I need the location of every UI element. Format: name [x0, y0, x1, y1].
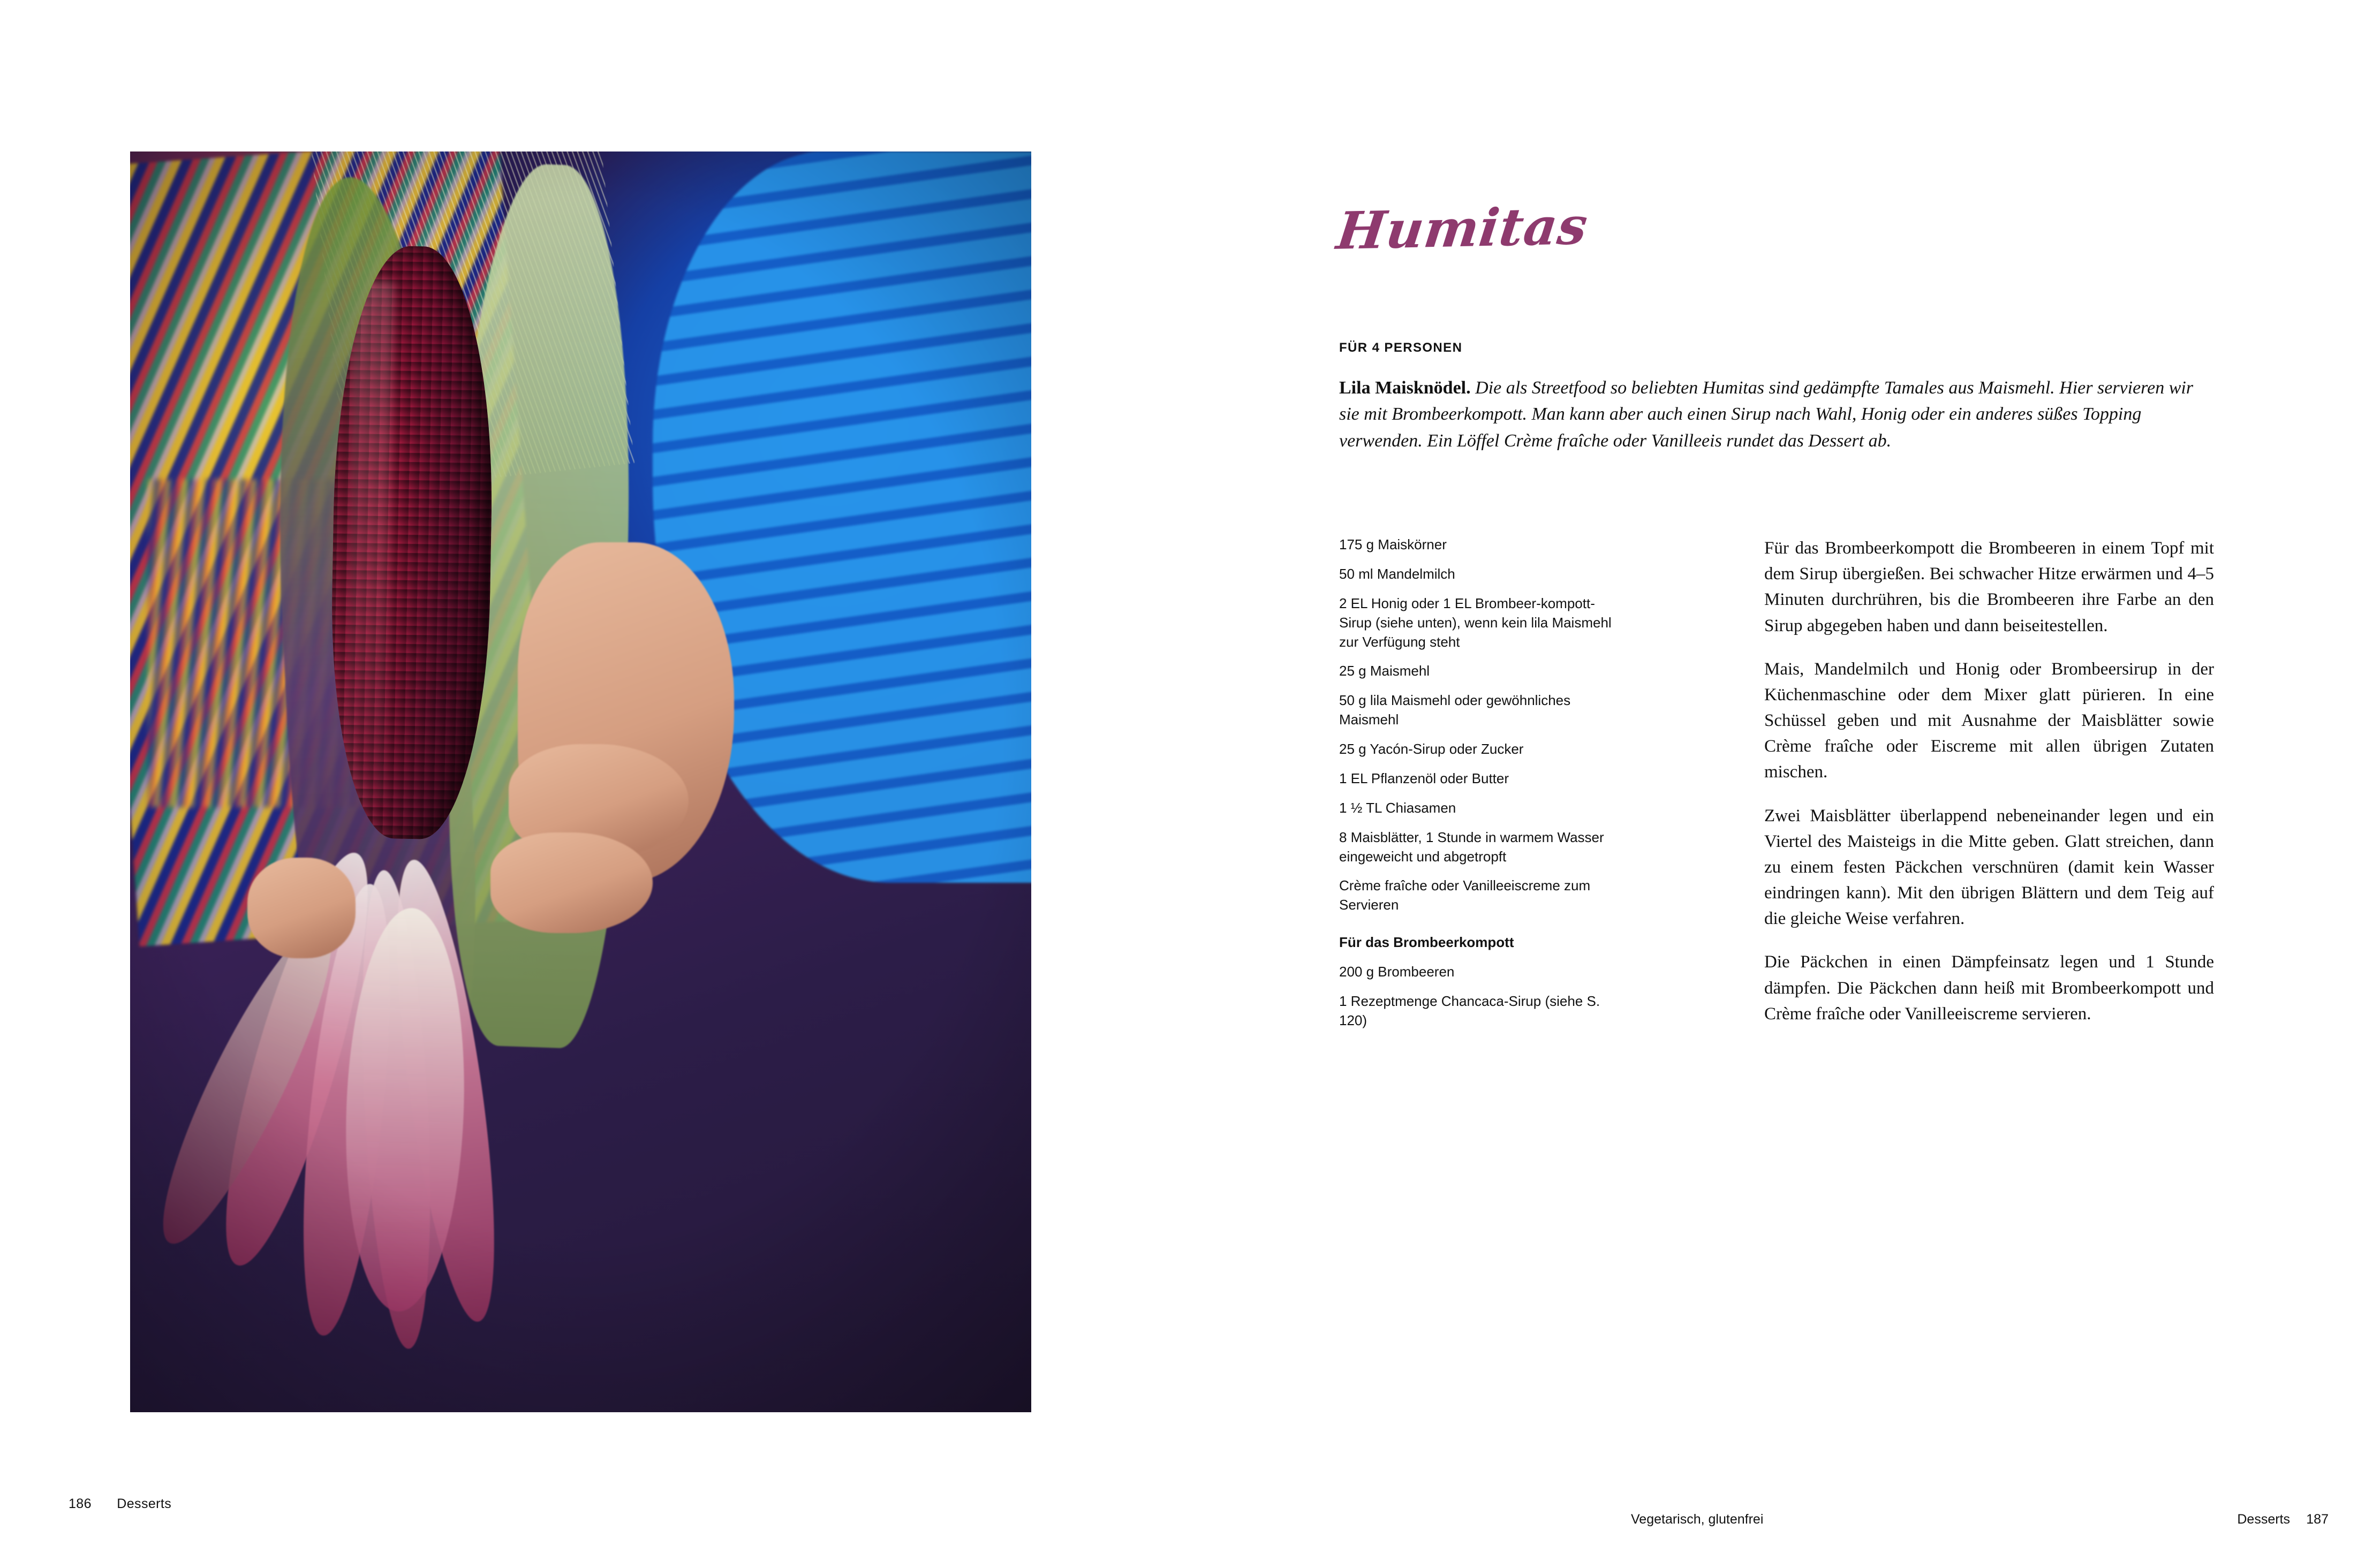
right-page	[1182, 0, 2365, 1568]
ingredient-item: 200 g Brombeeren	[1339, 964, 1455, 980]
ingredient-item: 25 g Yacón-Sirup oder Zucker	[1339, 741, 1524, 757]
recipe-intro	[1339, 375, 2212, 454]
servings-label: FÜR 4 PERSONEN	[1339, 340, 1463, 355]
ingredient-item: 1 ½ TL Chiasamen	[1339, 799, 1456, 816]
method-steps	[1764, 535, 2214, 1044]
method-paragraph: Mais, Mandelmilch und Honig oder Brombeersirup in der Küchenmaschine oder dem Mixer glatt pürieren. In eine Schüssel geben und mit Ausnahme der Maisblätter sowie Crème fraîche oder Eiscreme mit allen übrigen Zutaten mischen.	[1764, 659, 2214, 782]
recipe-intro-body: Die als Streetfood so beliebten Humitas sind gedämpfte Tamales aus Maismehl. Hier servieren wir sie mit Brombeerkompott. Man kann aber auch einen Sirup nach Wahl, Honig oder ein anderes süßes Topping verwenden. Ein Löffel Crème fraîche oder Vanilleeis rundet das Dessert ab.	[1339, 378, 2194, 451]
ingredient-item: 50 ml Mandelmilch	[1339, 565, 1455, 582]
left-page-footer	[69, 1496, 171, 1512]
method-paragraph: Die Päckchen in einen Dämpfeinsatz legen und 1 Stunde dämpfen. Die Päckchen dann heiß mit Brombeerkompott und Crème fraîche oder Vanilleeiscreme servieren.	[1764, 952, 2214, 1024]
ingredient-item: 1 Rezeptmenge Chancaca-Sirup (siehe S. 120)	[1339, 993, 1600, 1028]
ingredient-item: Crème fraîche oder Vanilleeiscreme zum Servieren	[1339, 877, 1591, 913]
ingredient-item: 1 EL Pflanzenöl oder Butter	[1339, 770, 1509, 786]
left-page	[0, 0, 1182, 1568]
diet-tags: Vegetarisch, glutenfrei	[1631, 1512, 1764, 1527]
ingredients-list	[1339, 535, 1618, 1041]
ingredient-item: 50 g lila Maismehl oder gewöhnliches Maismehl	[1339, 692, 1571, 728]
method-paragraph: Zwei Maisblätter überlappend nebeneinander legen und ein Viertel des Maisteigs in die Mitte geben. Glatt streichen, dann zu einem festen Päckchen verschnüren (damit kein Wasser eindringen kann). Mit den übrigen Blättern und dem Teig auf die gleiche Weise verfahren.	[1764, 806, 2214, 929]
right-page-chapter: Desserts	[2237, 1512, 2290, 1527]
left-page-number: 186	[69, 1496, 92, 1511]
ingredient-item: 175 g Maiskörner	[1339, 536, 1447, 552]
recipe-intro-lead: Lila Maisknödel.	[1339, 378, 1471, 398]
ingredient-item: 25 g Maismehl	[1339, 663, 1430, 679]
ingredients-subheading: Für das Brombeerkompott	[1339, 934, 1514, 951]
recipe-photo	[130, 152, 1031, 1412]
method-paragraph: Für das Brombeerkompott die Brombeeren in einem Topf mit dem Sirup übergießen. Bei schwacher Hitze erwärmen und 4–5 Minuten durchrühren, bis die Brombeeren ihre Farbe an den Sirup abgegeben haben und dann beiseitestellen.	[1764, 539, 2214, 635]
right-page-number: 187	[2306, 1512, 2329, 1527]
ingredient-item: 8 Maisblätter, 1 Stunde in warmem Wasser eingeweicht und abgetropft	[1339, 829, 1604, 865]
photo-vignette	[130, 152, 1031, 1412]
ingredient-item: 2 EL Honig oder 1 EL Brombeer-kompott-Sirup (siehe unten), wenn kein lila Maismehl zur Verfügung steht	[1339, 595, 1612, 650]
left-page-chapter: Desserts	[117, 1496, 172, 1511]
recipe-title: Humitas	[1333, 195, 1591, 261]
